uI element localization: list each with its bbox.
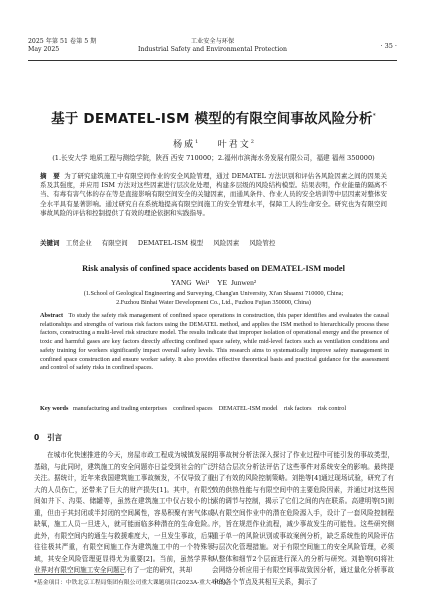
journal-name [28,38,397,54]
author-1-affil: 1 [195,139,199,145]
english-affiliation-1: (1.School of Geological Engineering and Surveying, Chang'an University, Xi'an Shaanxi 710000, China; [83,290,344,297]
english-affiliation [0,290,427,307]
english-affiliation-2: 2.Fuzhou Binhai Water Development Co., Ltd., Fuzhou Fujian 350000, China) [116,298,311,306]
english-abstract [40,312,389,373]
english-keywords [40,405,389,414]
english-abstract-text: To study the safety risk management of confined space operations in construction, this paper identifies and evaluates the causal relationships and strengths of various risk factors using the DEMATEL method, and applies the ISM method to hierarchically process these factors, constructing a multi-level risk structure model. The results indicate that improper isolation of operational energy and the presence of toxic and harmful gases are key factors directly affecting confined space safety, while mid-level factors such as ventilation conditions and safety training for workers significantly impact overall safety levels. This research aims to systematically improve safety management in confined space construction and ensure worker safety. It also provides effective theoretical basis and practical guidance for the assessment and control of safety risks in confined spaces. [40,312,389,372]
author-1: 杨威 [173,140,196,150]
body-column-left: 在城市化快速推进的今天，房屋市政工程成为城镇发展的基础，与此同时，建筑施工的安全问题亦日益受到社会的广泛关注。据统计，近年来我国建筑施工事故频发，不仅导致了重大的人员伤亡，还带来了巨大的财产损失[1]。其中，有限空间如井下、沟渠、储罐等，虽然在建筑施工中仅占较小的比重，但由于其封闭或半封闭的空间属性，容易积聚有害气体或缺氧，施工人员一旦进入，就可能面临多种潜在的生命危险。此外，有限空间内的通生与救援难度大，一旦发生事故，后果往往极其严重，有限空间施工作为建筑施工中的一个特殊领域，其安全风险管理更显得尤为重要[2]。当前，虽然学界和业界对有限空间施工安全问题已有了一定的研究，其却 [34,451,214,574]
keyword: DEMATEL-ISM 模型 [137,239,204,247]
keyword: 风险管控 [249,239,276,247]
keywords-cn-label: 关键词 [40,239,60,247]
keyword: 风险因素 [213,239,240,247]
keywords-cn [40,238,387,247]
author-2: 叶君文 [217,140,251,150]
volume-text: 2025 年第 51 卷第 5 期 [28,38,97,45]
english-title: Risk analysis of confined space accidents based on DEMATEL-ISM model [82,264,345,273]
section-title: 引言 [47,433,63,442]
journal-en: Industrial Safety and Environmental Protection [138,46,287,53]
english-keywords-label: Key words [40,405,69,412]
title-text: 基于 DEMATEL-ISM 模型的有限空间事故风险分析 [51,111,373,127]
title-footnote-mark: * [372,112,376,120]
running-header [28,38,397,61]
affiliation: (1.长安大学 地质工程与测绘学院，陕西 西安 710000；2.福州市滨海水务发展有限公司，福建 福州 350000) [52,154,375,162]
abstract-cn-text: 为了研究建筑施工中有限空间作业的安全风险管理，通过 DEMATEL 方法识别和评估各风险因素之间的因果关系及其强度，并应用 ISM 方法对这些因素进行层次化处理，构建多层级的风险结构模型。结果表明，作业能量的隔离不当、有毒有害气体的存在等是直接影响有限空间安全的关键因素，而通风条件、作业人员的安全培训等中层因素对整体安全水平具有显著影响。通过研究自在系统地提高有限空间施工的安全管理水平，保障工人的生命安全。研究也为有限空间事故风险的评估和控制提供了有效的理论依据和实践指导。 [40,172,388,217]
body-column-right: 用事故树分析法深入探讨了作业过程中可能引发的事故类型，并结合层次分析法评估了这些事件对系统安全的影响。最终提出了有效的风险控制策略。刘艳等[4]通过现场试验，研究了有效的供热性能与有限空间中的主要危险因素，并通过对这些因素的调节与控制，揭示了它们之间的内在联系。高建明等[5]则从有限空间作业中的潜在危险源入手，设计了一套风险控制程序，旨在规范作业流程，减少事故发生的可能性。这些研究侧重于单一的风险识别或事故案例分析，缺乏系统性的风险评估与层次化管理措施。对于有限空间施工的安全风险管理，必须从整体和细节2个层面进行深入的分析与研究。刘艳等[6]将社会网络分析应用于有限空间事故致因分析，通过量化分析事故中的各个节点及其相互关系，揭示了 [212,451,394,586]
author-line [0,137,427,150]
journal-cn: 工业安全与环保 [190,38,235,45]
abstract-cn [40,172,387,218]
author-2-affil: 2 [250,139,254,145]
keyword: 有限空间 [101,239,128,247]
page-number: · 35 · [380,42,397,50]
abstract-cn-label: 摘 要 [40,172,60,180]
paper-title [0,107,427,127]
footnote: *基金项目：中铁北京工程局集团有限公司重大课题项目(2023A-重大-005)。 [34,580,232,586]
date-text: May 2025 [28,46,60,53]
footnote-divider [34,574,124,575]
english-authors: YANG Wei¹ YE Junwen² [170,278,257,287]
section-number: 0 [34,433,40,442]
keyword: 工贸企业 [65,239,92,247]
english-keywords-text: manufacturing and trading enterprises confined spaces DEMATEL-ISM model risk factors risk control [73,405,347,412]
english-abstract-label: Abstract [40,312,64,319]
section-heading [34,432,62,443]
